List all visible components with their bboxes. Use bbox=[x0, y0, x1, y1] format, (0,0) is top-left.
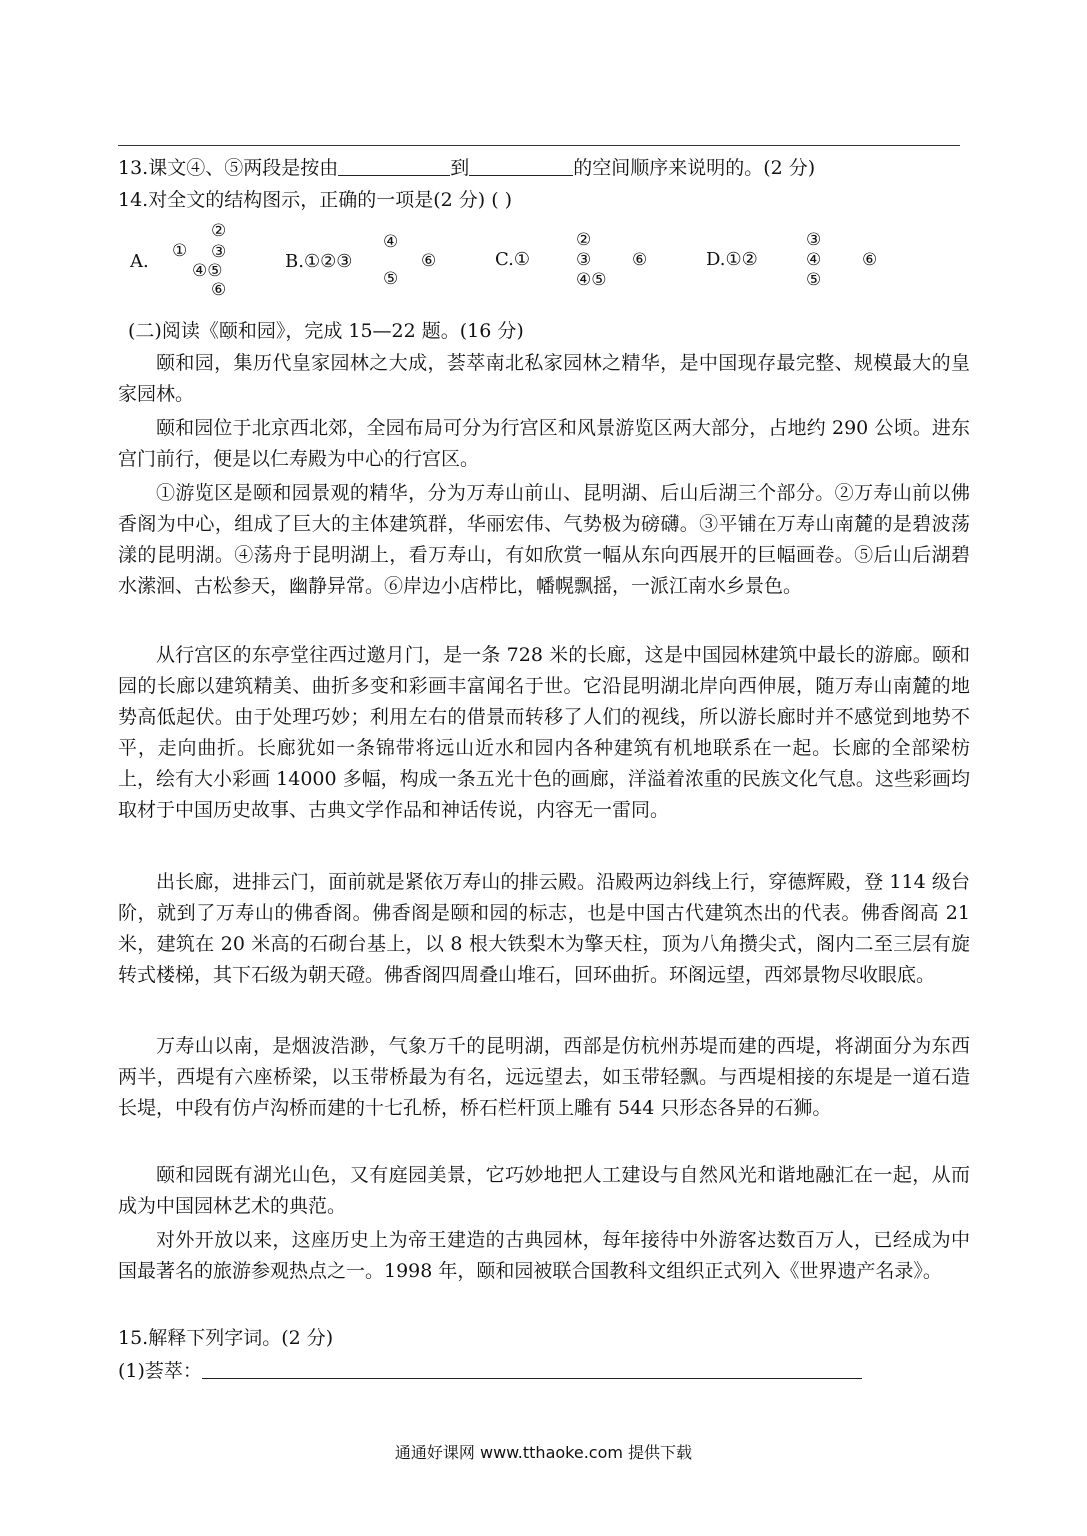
option-b-label: B.①②③ bbox=[285, 251, 353, 272]
option-d-label: D.①② bbox=[706, 249, 758, 270]
q13-suffix: 的空间顺序来说明的。(2 分) bbox=[573, 157, 816, 179]
option-c-node-45: ④⑤ bbox=[576, 270, 607, 290]
option-a-node-6: ⑥ bbox=[211, 280, 227, 300]
passage-paragraph-2: 颐和园位于北京西北郊，全园布局可分为行宫区和风景游览区两大部分，占地约 290 公顷。进东宫门前行，便是以仁寿殿为中心的行宫区。 bbox=[118, 417, 970, 470]
question-15: 15.解释下列字词。(2 分) bbox=[118, 1327, 334, 1349]
q13-blank-1[interactable] bbox=[338, 155, 450, 176]
q15-item-1-answer-blank[interactable] bbox=[202, 1358, 862, 1379]
option-d-node-4: ④ bbox=[806, 250, 822, 270]
section-heading: (二)阅读《颐和园》，完成 15—22 题。(16 分) bbox=[128, 320, 524, 342]
option-c-node-2: ② bbox=[576, 230, 592, 250]
passage-paragraph-5: 出长廊，进排云门，面前就是紧依万寿山的排云殿。沿殿两边斜线上行，穿德辉殿，登 114 级台阶，就到了万寿山的佛香阁。佛香阁是颐和园的标志，也是中国古代建筑杰出的代表。佛香阁高 21 米，建筑在 20 米高的石砌台基上，以 8 根大铁梨木为擎天柱，顶为八角攒尖式，阁内二至三层有旋转式楼梯，其下石级为朝天磴。佛香阁四周叠山堆石，回环曲折。环阁远望，西郊景物尽收眼底。 bbox=[118, 871, 970, 986]
question-15-item-1 bbox=[118, 1356, 862, 1386]
question-13 bbox=[118, 153, 815, 183]
option-b-node-5: ⑤ bbox=[383, 269, 399, 289]
option-c-node-6: ⑥ bbox=[632, 250, 648, 270]
q13-middle: 到 bbox=[450, 157, 470, 179]
passage-paragraph-7: 颐和园既有湖光山色，又有庭园美景，它巧妙地把人工建设与自然风光和谐地融汇在一起，从而成为中国园林艺术的典范。 bbox=[118, 1164, 970, 1217]
option-b-node-6: ⑥ bbox=[421, 251, 437, 271]
q15-item-1-label: (1)荟萃： bbox=[118, 1360, 202, 1382]
passage-paragraph-4: 从行宫区的东亭堂往西过邀月门，是一条 728 米的长廊，这是中国园林建筑中最长的游廊。颐和园的长廊以建筑精美、曲折多变和彩画丰富闻名于世。它沿昆明湖北岸向西伸展，随万寿山南麓的地势高低起伏。由于处理巧妙；利用左右的借景而转移了人们的视线，所以游长廊时并不感觉到地势不平，走向曲折。长廊犹如一条锦带将远山近水和园内各种建筑有机地联系在一起。长廊的全部梁枋上，绘有大小彩画 14000 多幅，构成一条五光十色的画廊，洋溢着浓重的民族文化气息。这些彩画均取材于中国历史故事、古典文学作品和神话传说，内容无一雷同。 bbox=[118, 644, 970, 821]
question-14 bbox=[118, 185, 512, 215]
q13-prefix: 13.课文④、⑤两段是按由 bbox=[118, 157, 339, 179]
option-a-node-1: ① bbox=[172, 241, 188, 261]
option-c-label: C.① bbox=[495, 249, 530, 270]
q13-blank-2[interactable] bbox=[469, 155, 573, 176]
option-a-node-45: ④⑤ bbox=[192, 261, 223, 281]
passage-paragraph-3: ①游览区是颐和园景观的精华，分为万寿山前山、昆明湖、后山后湖三个部分。②万寿山前以佛香阁为中心，组成了巨大的主体建筑群，华丽宏伟、气势极为磅礴。③平铺在万寿山南麓的是碧波荡漾的昆明湖。④荡舟于昆明湖上，看万寿山，有如欣赏一幅从东向西展开的巨幅画卷。⑤后山后湖碧水潆洄、古松参天，幽静异常。⑥岸边小店栉比，幡幌飘摇，一派江南水乡景色。 bbox=[118, 482, 970, 597]
option-a-label: A. bbox=[130, 251, 149, 272]
option-b-node-4: ④ bbox=[383, 232, 399, 252]
footer-credit: 通通好课网 www.tthaoke.com 提供下载 bbox=[394, 1443, 693, 1462]
passage-paragraph-8: 对外开放以来，这座历史上为帝王建造的古典园林，每年接待中外游客达数百万人，已经成为中国最著名的旅游参观热点之一。1998 年，颐和园被联合国教科文组织正式列入《世界遗产名录》。 bbox=[118, 1229, 970, 1282]
option-d-node-3: ③ bbox=[806, 230, 822, 250]
option-d-node-5: ⑤ bbox=[806, 270, 822, 290]
q14-question: 14.对全文的结构图示，正确的一项是(2 分) ( ) bbox=[118, 189, 513, 211]
passage-paragraph-1: 颐和园，集历代皇家园林之大成，荟萃南北私家园林之精华，是中国现存最完整、规模最大的皇家园林。 bbox=[118, 352, 970, 405]
passage-paragraph-6: 万寿山以南，是烟波浩渺，气象万千的昆明湖，西部是仿杭州苏堤而建的西堤，将湖面分为东西两半，西堤有六座桥梁，以玉带桥最为有名，远远望去，如玉带轻飘。与西堤相接的东堤是一道石造长堤，中段有仿卢沟桥而建的十七孔桥，桥石栏杆顶上雕有 544 只形态各异的石狮。 bbox=[118, 1035, 970, 1119]
structure-diagram-options bbox=[0, 220, 1087, 300]
option-c-node-3: ③ bbox=[576, 250, 592, 270]
option-d-node-6: ⑥ bbox=[862, 250, 878, 270]
option-a-node-3: ③ bbox=[211, 242, 227, 262]
header-rule bbox=[118, 145, 960, 146]
option-a-node-2: ② bbox=[211, 221, 227, 241]
